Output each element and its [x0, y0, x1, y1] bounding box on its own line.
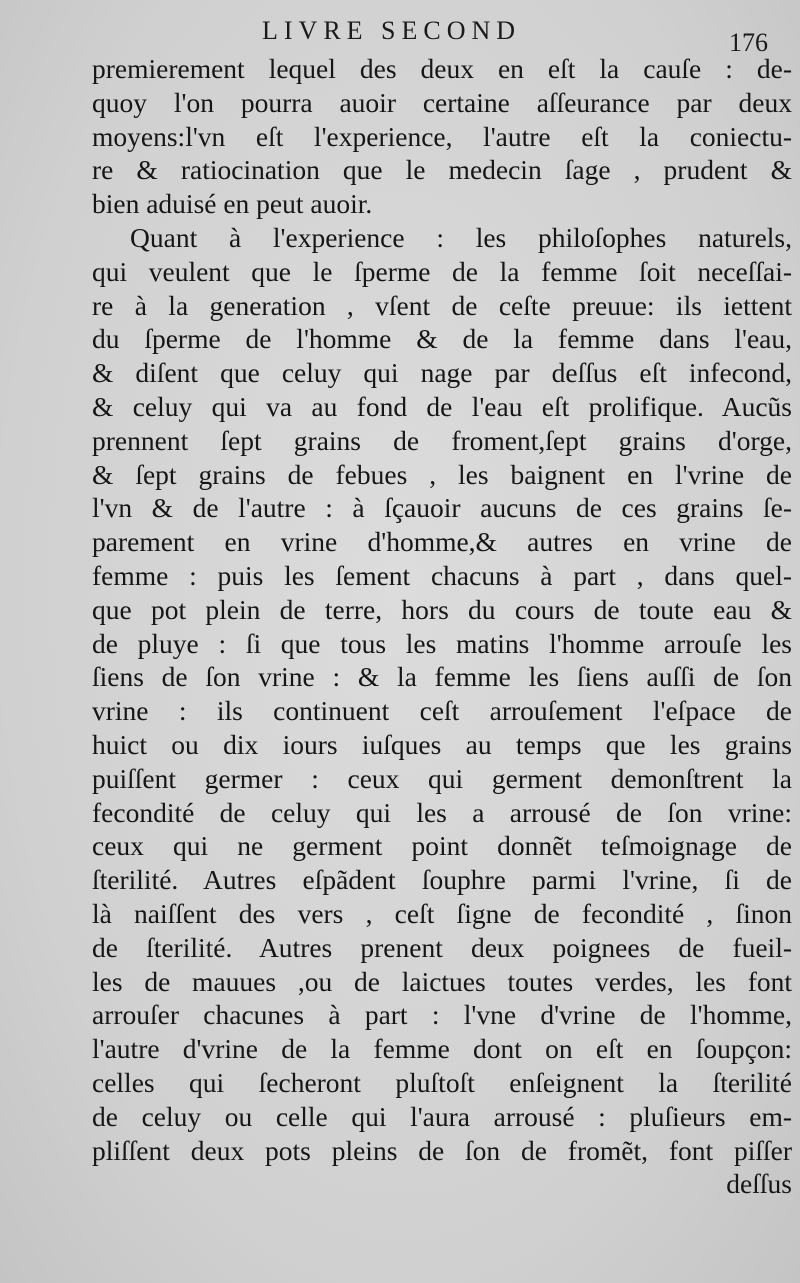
text-line: re & ratiocination que le medecin ſage , prudent & [92, 154, 792, 186]
text-line: Quant à l'experience : les philoſophes naturels, [130, 221, 792, 253]
text-line: fecondité de celuy qui les a arrousé de ſon vrine: [92, 796, 792, 828]
text-line: de ſterilité. Autres prenent deux poignees de fueil- [92, 931, 792, 963]
text-line: moyens:l'vn eſt l'experience, l'autre eſt la coniectu- [92, 120, 792, 152]
text-line: parement en vrine d'homme,& autres en vrine de [92, 526, 792, 558]
text-line: que pot plein de terre, hors du cours de toute eau & [92, 593, 792, 625]
text-line: quoy l'on pourra auoir certaine aſſeurance par deux [92, 86, 792, 118]
text-line: & ſept grains de febues , les baignent en l'vrine de [92, 458, 792, 490]
text-line: re à la generation , vſent de ceſte preuue: ils iettent [92, 289, 792, 321]
text-line: prennent ſept grains de froment,ſept grains d'orge, [92, 424, 792, 456]
text-line: ſiens de ſon vrine : & la femme les ſiens auſſi de ſon [92, 661, 792, 693]
text-line: bien aduisé en peut auoir. [92, 188, 373, 220]
text-line: vrine : ils continuent ceſt arrouſement l'eſpace de [92, 695, 792, 727]
running-head: LIVRE SECOND [262, 16, 522, 45]
text-line: huict ou dix iours iuſques au temps que les grains [92, 728, 792, 760]
text-line: celles qui ſecheront pluſtoſt enſeignent la ſterilité [92, 1066, 792, 1098]
text-line: pliſſent deux pots pleins de ſon de fromẽt, font piſſer [92, 1134, 792, 1166]
text-line: les de mauues ,ou de laictues toutes verdes, les font [92, 965, 792, 997]
text-line: & diſent que celuy qui nage par deſſus eſt infecond, [92, 357, 792, 389]
text-line: l'autre d'vrine de la femme dont on eſt en ſoupçon: [92, 1033, 792, 1065]
text-line: de pluye : ſi que tous les matins l'homme arrouſe les [92, 627, 792, 659]
catchword: deſſus [726, 1168, 792, 1200]
text-line: ſterilité. Autres eſpãdent ſouphre parmi l'vrine, ſi de [92, 864, 792, 896]
text-line: ceux qui ne germent point donnẽt teſmoignage de [92, 830, 792, 862]
text-line: là naiſſent des vers , ceſt ſigne de fecondité , ſinon [92, 897, 792, 929]
text-line: de celuy ou celle qui l'aura arrousé : pluſieurs em- [92, 1100, 792, 1132]
text-line: arrouſer chacunes à part : l'vne d'vrine de l'homme, [92, 999, 792, 1031]
text-line: l'vn & de l'autre : à ſçauoir aucuns de ces grains ſe- [92, 492, 792, 524]
page-number: 176 [729, 28, 768, 57]
text-line: qui veulent que le ſperme de la femme ſoit neceſſai- [92, 255, 792, 287]
text-line: & celuy qui va au fond de l'eau eſt prolifique. Aucũs [92, 390, 792, 422]
text-line: premierement lequel des deux en eſt la cauſe : de- [92, 53, 792, 84]
body-text [92, 52, 792, 1201]
page-header [0, 14, 800, 57]
text-line: du ſperme de l'homme & de la femme dans l'eau, [92, 323, 792, 355]
text-line: puiſſent germer : ceux qui germent demonſtrent la [92, 762, 792, 794]
text-line: femme : puis les ſement chacuns à part , dans quel- [92, 559, 792, 591]
